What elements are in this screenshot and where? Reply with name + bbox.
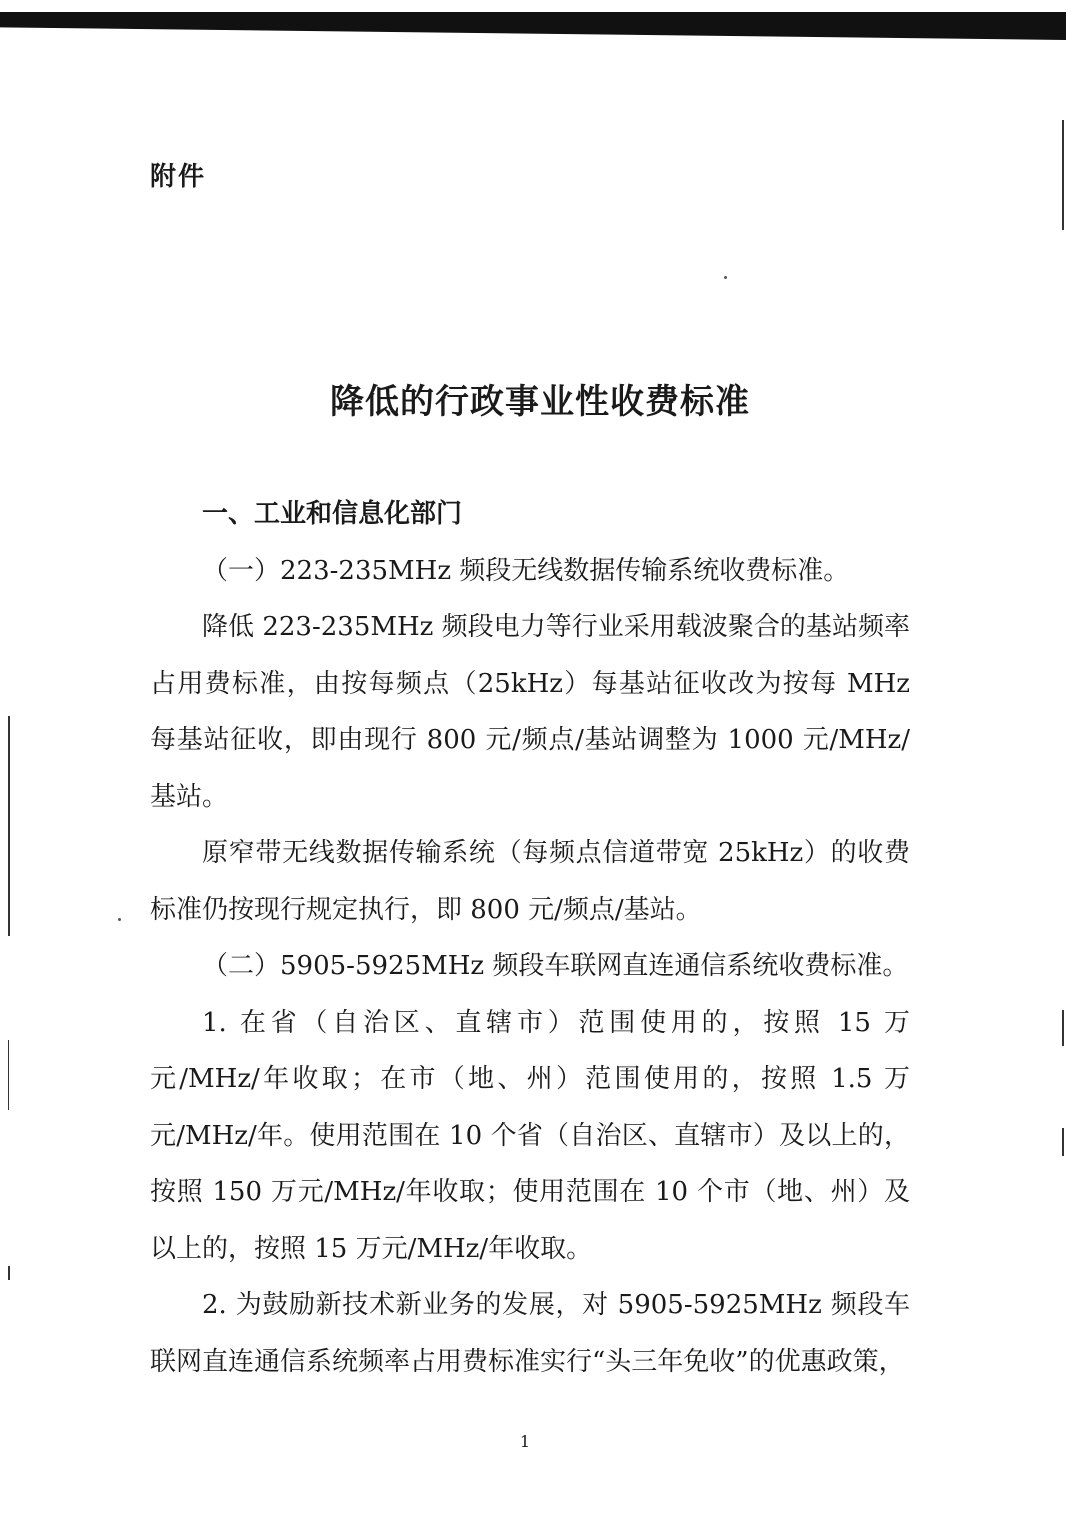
scan-edge-mark (1062, 120, 1064, 230)
body-paragraph: 2. 为鼓励新技术新业务的发展，对 5905-5925MHz 频段车联网直连通信系统频率占用费标准实行“头三年免收”的优惠政策， (150, 1290, 910, 1377)
scan-top-border (0, 12, 1066, 40)
scan-edge-mark (8, 716, 10, 936)
subsection-heading: （二）5905-5925MHz 频段车联网直连通信系统收费标准。 (202, 951, 909, 981)
attachment-label: 附件 (150, 162, 207, 192)
subsection-heading: （一）223-235MHz 频段无线数据传输系统收费标准。 (202, 555, 850, 586)
scan-edge-mark (8, 1266, 10, 1280)
document-title: 降低的行政事业性收费标准 (330, 382, 750, 422)
section-heading: 一、工业和信息化部门 (202, 499, 463, 529)
body-paragraph: 降低 223-235MHz 频段电力等行业采用载波聚合的基站频率占用费标准，由按每频点（25kHz）每基站征收改为按每 MHz 每基站征收，即由现行 800 元/频点/基站调整为 1000 元/MHz/基站。 (150, 612, 910, 812)
scan-edge-mark (8, 1040, 9, 1110)
scan-speck (724, 276, 727, 279)
scan-edge-mark (1062, 1128, 1064, 1156)
page-number: 1 (519, 1432, 531, 1451)
body-paragraph: 原窄带无线数据传输系统（每频点信道带宽 25kHz）的收费标准仍按现行规定执行，即 800 元/频点/基站。 (150, 838, 910, 925)
body-paragraph: 1. 在省（自治区、直辖市）范围使用的，按照 15 万元/MHz/年收取；在市（地、州）范围使用的，按照 1.5 万元/MHz/年。使用范围在 10 个省（自治区、直辖市）及以上的，按照 150 万元/MHz/年收取；使用范围在 10 个市（地、州）及以上的，按照 15 万元/MHz/年收取。 (150, 1007, 910, 1264)
scan-speck (118, 918, 121, 921)
document-body (150, 486, 910, 1390)
scan-edge-mark (1062, 1010, 1064, 1046)
